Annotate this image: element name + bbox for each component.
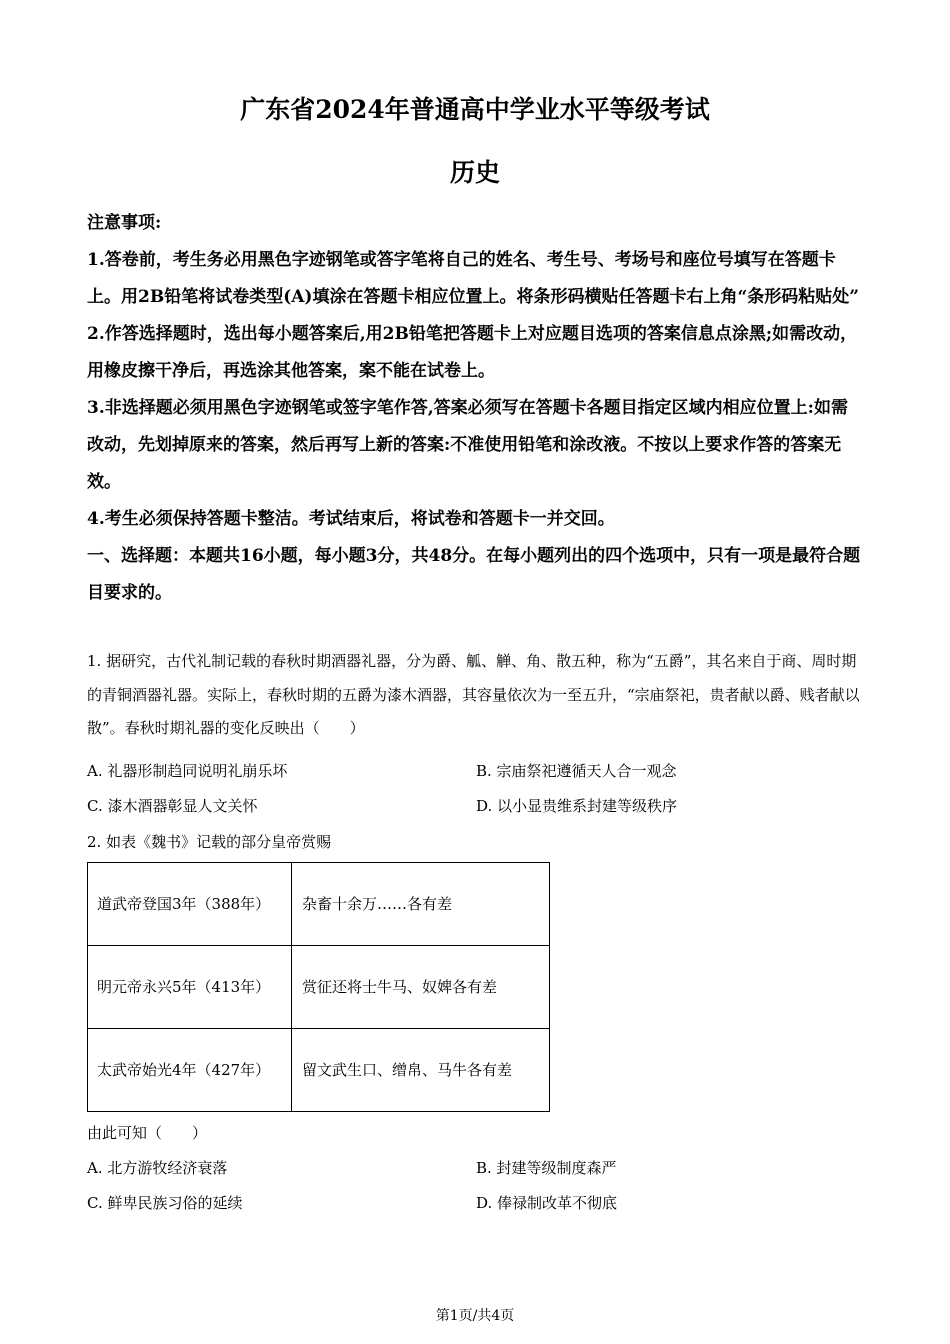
q1-option-b: B. 宗庙祭祀遵循天人合一观念 [476, 762, 677, 780]
table-cell-reward: 留文武生口、缯帛、马牛各有差 [292, 1029, 550, 1112]
rewards-table [87, 862, 550, 1112]
question-2-stem: 2. 如表《魏书》记载的部分皇帝赏赐 [87, 833, 332, 851]
q2-option-a: A. 北方游牧经济衰落 [87, 1159, 228, 1177]
question-1 [87, 645, 867, 746]
table-cell-reward: 杂畜十余万……各有差 [292, 863, 550, 946]
q2-option-d: D. 俸禄制改革不彻底 [476, 1194, 618, 1212]
notice-item-3: 3.非选择题必须用黑色字迹钢笔或签字笔作答,答案必须写在答题卡各题目指定区域内相应位置上:如需改动，先划掉原来的答案，然后再写上新的答案:不准使用铅笔和涂改液。不按以上要求作答的答案无效。 [87, 398, 848, 492]
question-1-stem: 1. 据研究，古代礼制记载的春秋时期酒器礼器，分为爵、觚、觯、角、散五种，称为“五爵”，其名来自于商、周时期的青铜酒器礼器。实际上，春秋时期的五爵为漆木酒器，其容量依次为一至五升，“宗庙祭祀，贵者献以爵、贱者献以散”。春秋时期礼器的变化反映出（ ） [87, 652, 860, 737]
q2-option-c: C. 鲜卑民族习俗的延续 [87, 1194, 243, 1212]
q1-option-d: D. 以小显贵维系封建等级秩序 [476, 797, 678, 815]
table-row [88, 946, 550, 1029]
question-2-prompt: 由此可知（ ） [87, 1124, 208, 1142]
table-cell-reward: 赏征还将士牛马、奴婢各有差 [292, 946, 550, 1029]
section-heading: 一、选择题：本题共16小题，每小题3分，共48分。在每小题列出的四个选项中，只有一项是最符合题目要求的。 [87, 546, 861, 603]
notice-item-4: 4.考生必须保持答题卡整洁。考试结束后，将试卷和答题卡一并交回。 [87, 509, 615, 529]
notice-item-1: 1.答卷前，考生务必用黑色字迹钢笔或答字笔将自己的姓名、考生号、考场号和座位号填写在答题卡上。用2B铅笔将试卷类型(A)填涂在答题卡相应位置上。将条形码横贴任答题卡右上角“条形码粘贴处” [87, 250, 860, 307]
table-cell-time: 明元帝永兴5年（413年） [88, 946, 292, 1029]
notice-block [87, 205, 862, 612]
q1-option-a: A. 礼器形制趋同说明礼崩乐坏 [87, 762, 288, 780]
q2-option-b: B. 封建等级制度森严 [476, 1159, 617, 1177]
table-row [88, 863, 550, 946]
notice-item-2: 2.作答选择题时，选出每小题答案后,用2B铅笔把答题卡上对应题目选项的答案信息点涂黑;如需改动，用橡皮擦干净后，再选涂其他答案，案不能在试卷上。 [87, 324, 858, 381]
notice-heading: 注意事项: [87, 213, 162, 233]
page-footer: 第1页/共4页 [435, 1308, 515, 1324]
subject-title: 历史 [449, 158, 500, 187]
exam-title: 广东省2024年普通高中学业水平等级考试 [240, 95, 710, 124]
table-cell-time: 道武帝登国3年（388年） [88, 863, 292, 946]
q1-option-c: C. 漆木酒器彰显人文关怀 [87, 797, 258, 815]
table-row [88, 1029, 550, 1112]
table-cell-time: 太武帝始光4年（427年） [88, 1029, 292, 1112]
